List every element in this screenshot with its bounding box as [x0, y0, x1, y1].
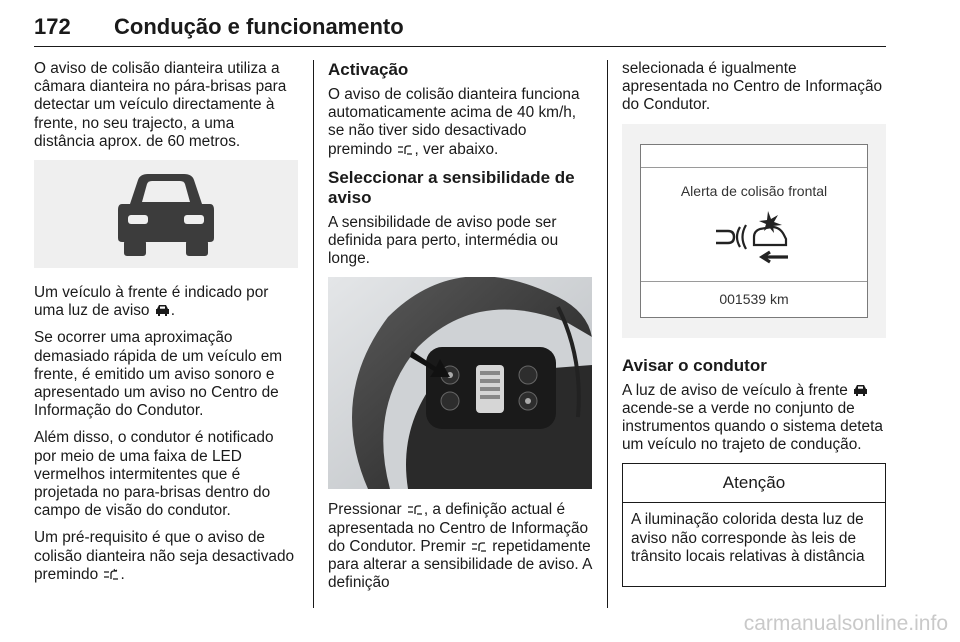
- driver-information-centre-display: [622, 124, 886, 338]
- display-divider: [641, 281, 867, 283]
- sensitivity-heading: Seleccionar a sensibilidade de aviso: [328, 167, 575, 207]
- vehicle-ahead-icon: [155, 304, 170, 317]
- car-caption: Um veículo à frente é indicado por uma luz de aviso .: [34, 284, 269, 320]
- sensitivity-paragraph: A sensibilidade de aviso pode ser definida para perto, intermédia ou longe.: [328, 213, 559, 268]
- approach-paragraph: Se ocorrer uma aproximação demasiado rápida de um veículo em frente, é emitido um aviso sonoro e apresentado um aviso no Centro de Informação do Condutor.: [34, 329, 283, 420]
- collision-alert-button-icon: [471, 540, 487, 553]
- continued-paragraph: selecionada é igualmente apresentada no Centro de Informação do Condutor.: [622, 60, 883, 114]
- page-number: 172: [34, 14, 71, 39]
- page-header: [34, 6, 886, 47]
- warn-driver-heading: Avisar o condutor: [622, 355, 767, 375]
- collision-alert-button-icon: [103, 568, 119, 581]
- attention-notice: [622, 463, 886, 587]
- column-divider: [313, 60, 314, 608]
- odometer-reading: 001539 km: [719, 290, 789, 307]
- notice-title: Atenção: [623, 464, 885, 503]
- steering-wheel-illustration: [328, 277, 592, 489]
- intro-paragraph: O aviso de colisão dianteira utiliza a câmara dianteira no pára-brisas para detectar um veículo directamente à frente, no seu trajecto, a uma distância aprox. de 60 metros.: [34, 60, 287, 150]
- watermark: carmanualsonline.info: [743, 612, 948, 635]
- led-paragraph: Além disso, o condutor é notificado por meio de uma faixa de LED vermelhos intermitentes que é projetada no para-brisas dentro do campo de visão do condutor.: [34, 429, 274, 520]
- vehicle-ahead-icon: [34, 160, 298, 268]
- press-paragraph: Pressionar , a definição actual é apresentada no Centro de Informação do Condutor. Premir repetidamente para alterar a sensibilidade de aviso. A definição: [328, 501, 592, 592]
- activation-paragraph: O aviso de colisão dianteira funciona automaticamente acima de 40 km/h, se não tiver sido desactivado premindo , ver abaixo.: [328, 86, 580, 158]
- column-3: [622, 60, 886, 587]
- warn-driver-paragraph: A luz de aviso de veículo à frente acende-se a verde no conjunto de instrumentos quando o sistema deteta um veículo no trajeto de condução.: [622, 381, 883, 454]
- collision-alert-button-icon: [397, 143, 413, 156]
- collision-warning-symbol-icon: [714, 209, 798, 265]
- column-divider: [607, 60, 608, 608]
- collision-alert-button-icon: [407, 503, 423, 516]
- column-2: [328, 60, 592, 592]
- column-1: [34, 60, 298, 593]
- section-title: Condução e funcionamento: [114, 14, 404, 39]
- display-screen: [640, 144, 868, 318]
- display-divider: [641, 167, 867, 169]
- vehicle-ahead-icon: [853, 384, 868, 397]
- notice-text: A iluminação colorida desta luz de aviso não corresponde às leis de trânsito locais relativas à distância: [631, 511, 865, 565]
- car-illustration: [34, 160, 298, 268]
- display-title: Alerta de colisão frontal: [680, 182, 828, 199]
- activation-heading: Activação: [328, 60, 409, 79]
- prerequisite-paragraph: Um pré-requisito é que o aviso de colisão dianteira não seja desactivado premindo .: [34, 529, 295, 583]
- steering-wheel-photo: [328, 277, 592, 489]
